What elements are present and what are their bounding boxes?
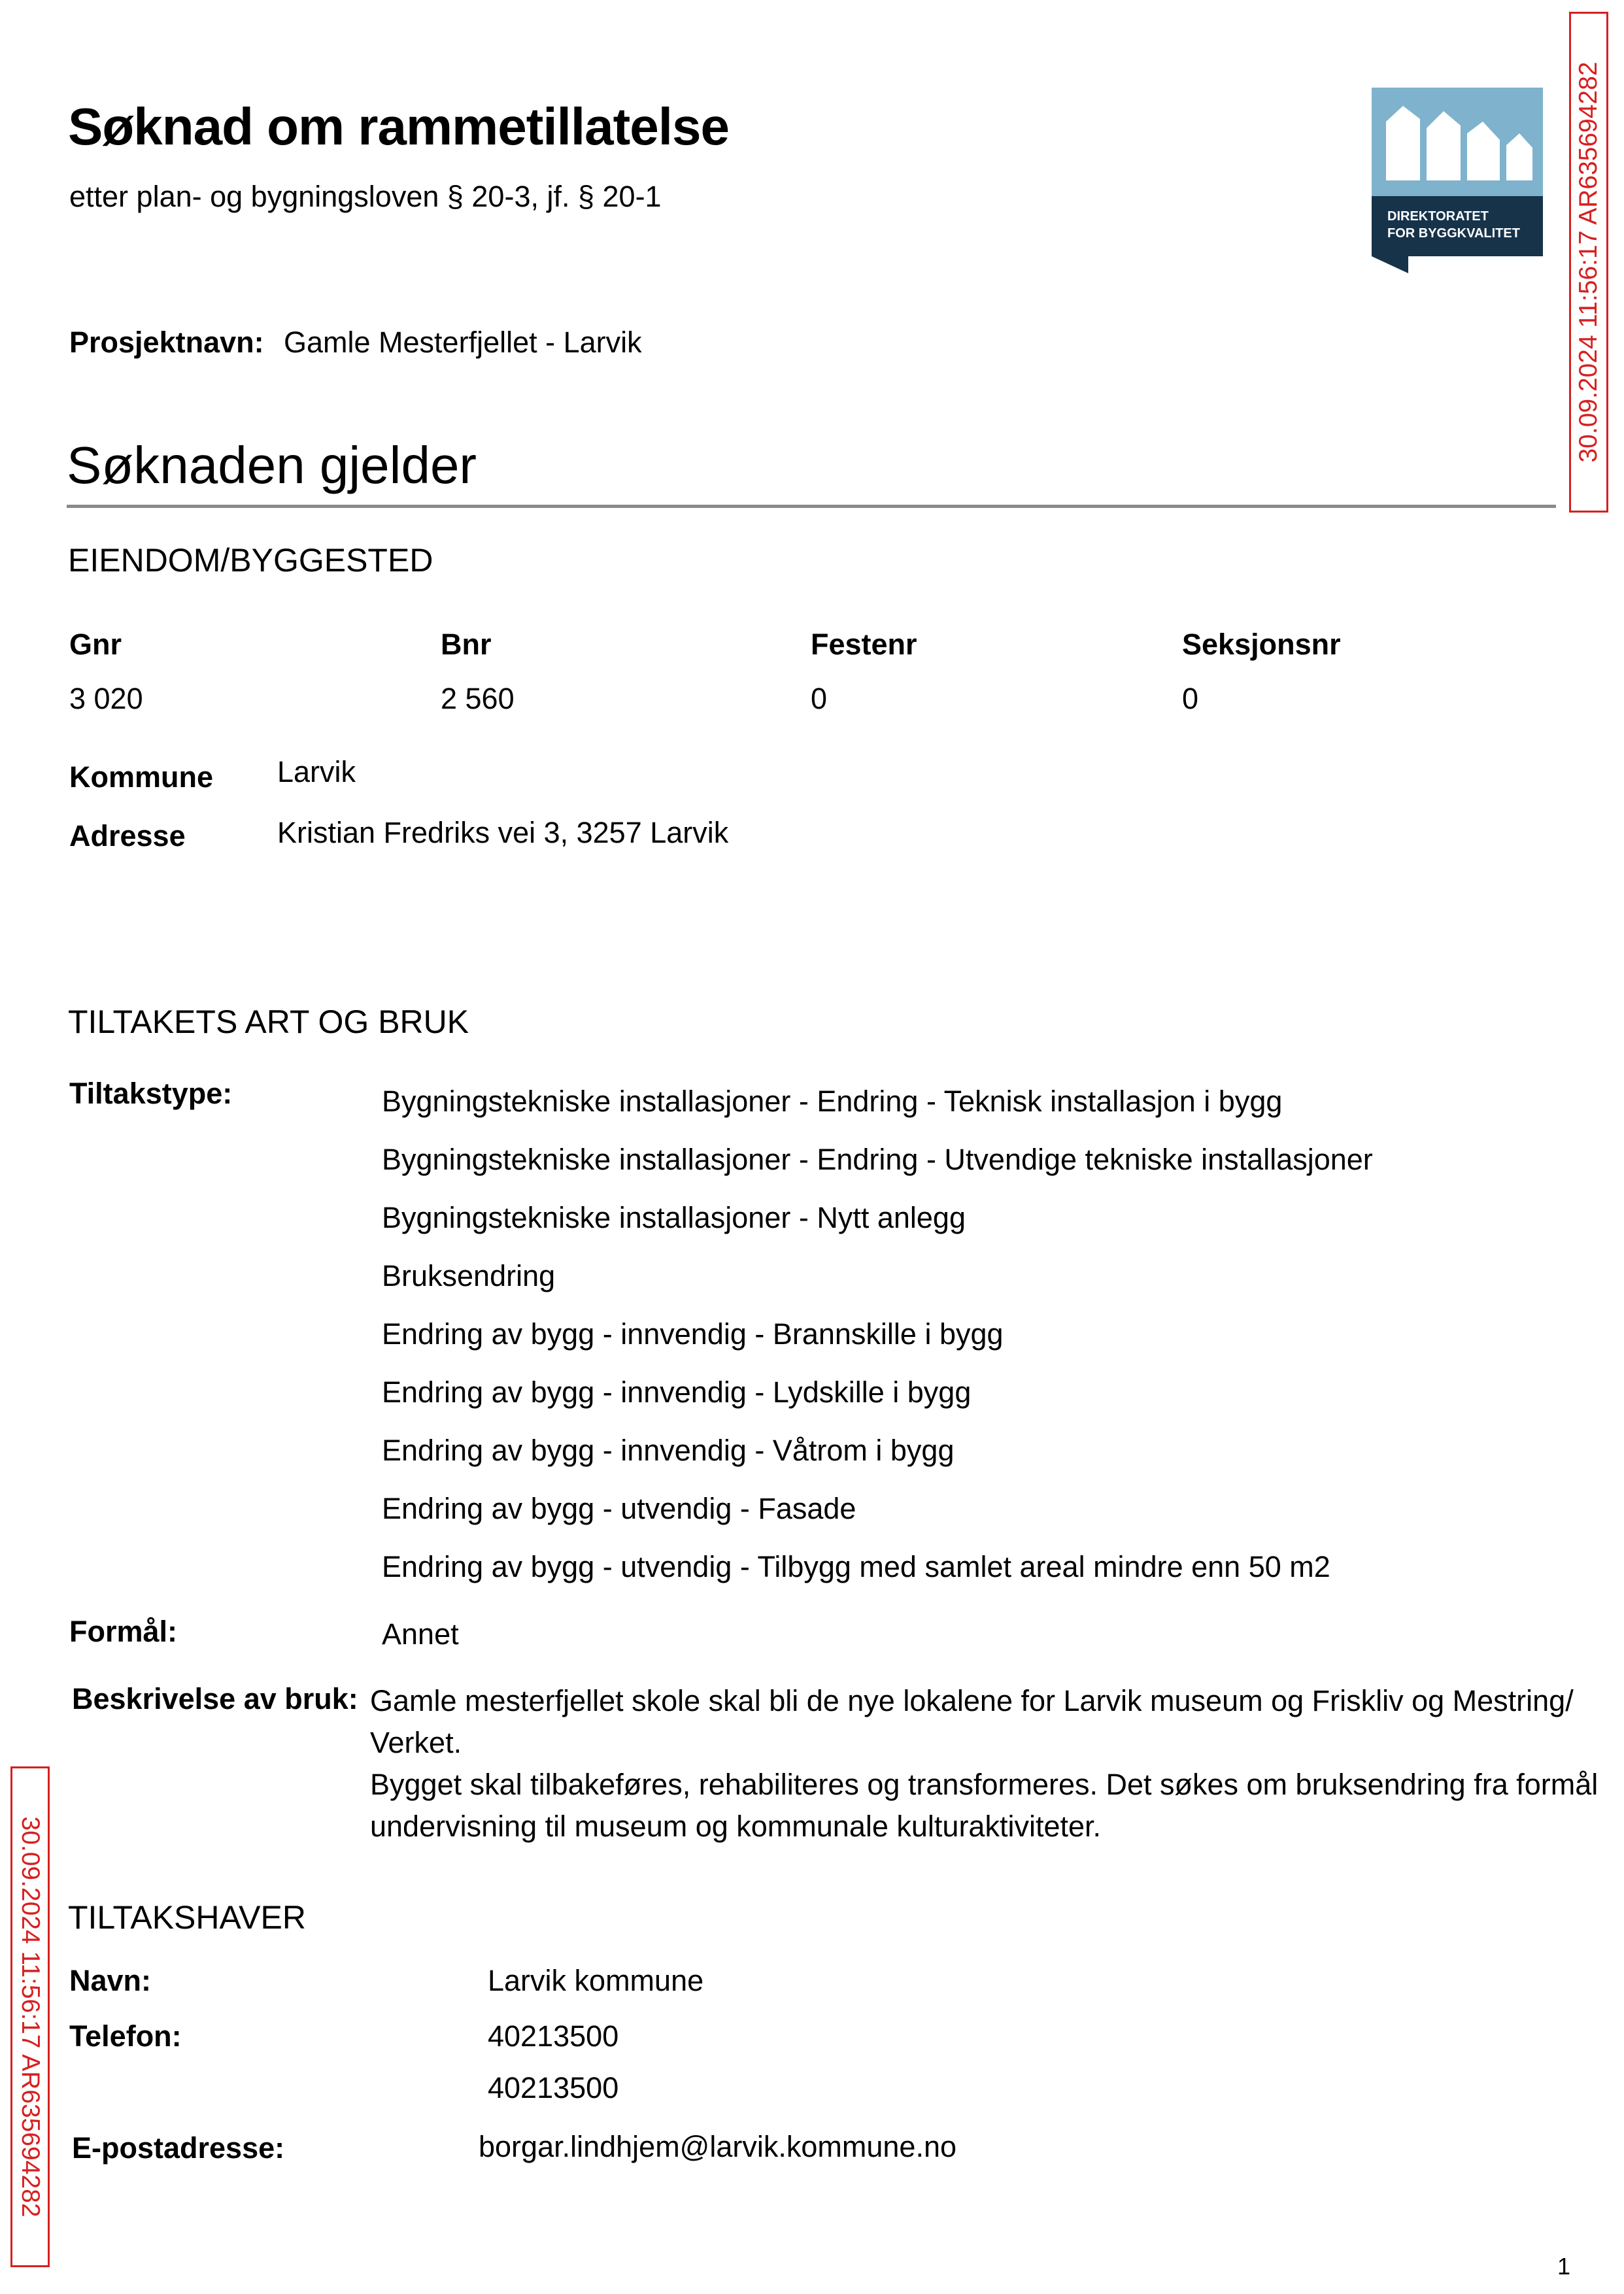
kommune-value: Larvik [277,755,356,788]
description-label: Beskrivelse av bruk: [72,1682,358,1715]
measure-type-list [382,1072,1373,1596]
measure-type-item: Bygningstekniske installasjoner - Endring - Teknisk installasjon i bygg [382,1085,1283,1118]
measure-type-item: Bygningstekniske installasjoner - Nytt anlegg [382,1201,966,1234]
section-divider [67,505,1556,508]
measure-type-item: Endring av bygg - utvendig - Tilbygg med samlet areal mindre enn 50 m2 [382,1550,1330,1583]
dibk-logo [1372,88,1543,273]
measure-type-label: Tiltakstype: [69,1077,233,1110]
applicant-phone-value-2: 40213500 [488,2071,619,2104]
dibk-logo-graphic [1372,88,1543,273]
measure-type-item: Endring av bygg - innvendig - Lydskille i bygg [382,1375,972,1409]
seksjonsnr-value: 0 [1182,682,1199,715]
applicant-phone-value-1: 40213500 [488,2019,619,2053]
adresse-value: Kristian Fredriks vei 3, 3257 Larvik [277,816,729,849]
document-subtitle: etter plan- og bygningsloven § 20-3, jf. § 20-1 [69,180,662,213]
applicant-email-value: borgar.lindhjem@larvik.kommune.no [479,2130,957,2163]
bnr-value: 2 560 [441,682,515,715]
timestamp-stamp-top-text: 30.09.2024 11:56:17 AR635694282 [1574,61,1602,463]
applicant-name-value: Larvik kommune [488,1964,704,1997]
timestamp-stamp-left [10,1766,50,2267]
description-text [370,1680,1624,1847]
purpose-label: Formål: [69,1615,178,1648]
festenr-label: Festenr [811,628,917,661]
seksjonsnr-label: Seksjonsnr [1182,628,1341,661]
logo-line2: FOR BYGGKVALITET [1387,226,1520,241]
measure-type-item: Bygningstekniske installasjoner - Endring - Utvendige tekniske installasjoner [382,1143,1373,1176]
document-title: Søknad om rammetillatelse [68,97,729,156]
logo-line1: DIREKTORATET [1387,209,1489,224]
page-number: 1 [1557,2253,1571,2280]
timestamp-stamp-left-text: 30.09.2024 11:56:17 AR635694282 [16,1816,44,2218]
project-name: Gamle Mesterfjellet - Larvik [284,326,642,359]
gnr-label: Gnr [69,628,122,661]
project-label: Prosjektnavn: [69,326,264,359]
measure-type-item: Endring av bygg - utvendig - Fasade [382,1492,856,1525]
description-paragraph-1: Gamle mesterfjellet skole skal bli de nye lokalene for Larvik museum og Friskliv og Mestring/ Verket. [370,1684,1574,1759]
adresse-label: Adresse [69,819,186,852]
measure-type-item: Endring av bygg - innvendig - Brannskille i bygg [382,1317,1004,1351]
section-heading-applies: Søknaden gjelder [67,436,477,494]
applicant-name-label: Navn: [69,1964,152,1997]
description-paragraph-2: Bygget skal tilbakeføres, rehabiliteres og transformeres. Det søkes om bruksendring fra formål undervisning til museum og kommunale kulturaktiviteter. [370,1768,1599,1843]
property-heading: EIENDOM/BYGGESTED [68,542,433,579]
applicant-email-label: E-postadresse: [72,2131,285,2165]
gnr-value: 3 020 [69,682,143,715]
applicant-phone-label: Telefon: [69,2019,182,2053]
kommune-label: Kommune [69,760,214,794]
festenr-value: 0 [811,682,828,715]
bnr-label: Bnr [441,628,492,661]
measure-type-item: Bruksendring [382,1259,556,1292]
purpose-value: Annet [382,1617,459,1651]
measure-heading: TILTAKETS ART OG BRUK [68,1004,469,1040]
timestamp-stamp-top [1569,12,1608,513]
measure-type-item: Endring av bygg - innvendig - Våtrom i bygg [382,1434,955,1467]
applicant-heading: TILTAKSHAVER [68,1899,306,1936]
